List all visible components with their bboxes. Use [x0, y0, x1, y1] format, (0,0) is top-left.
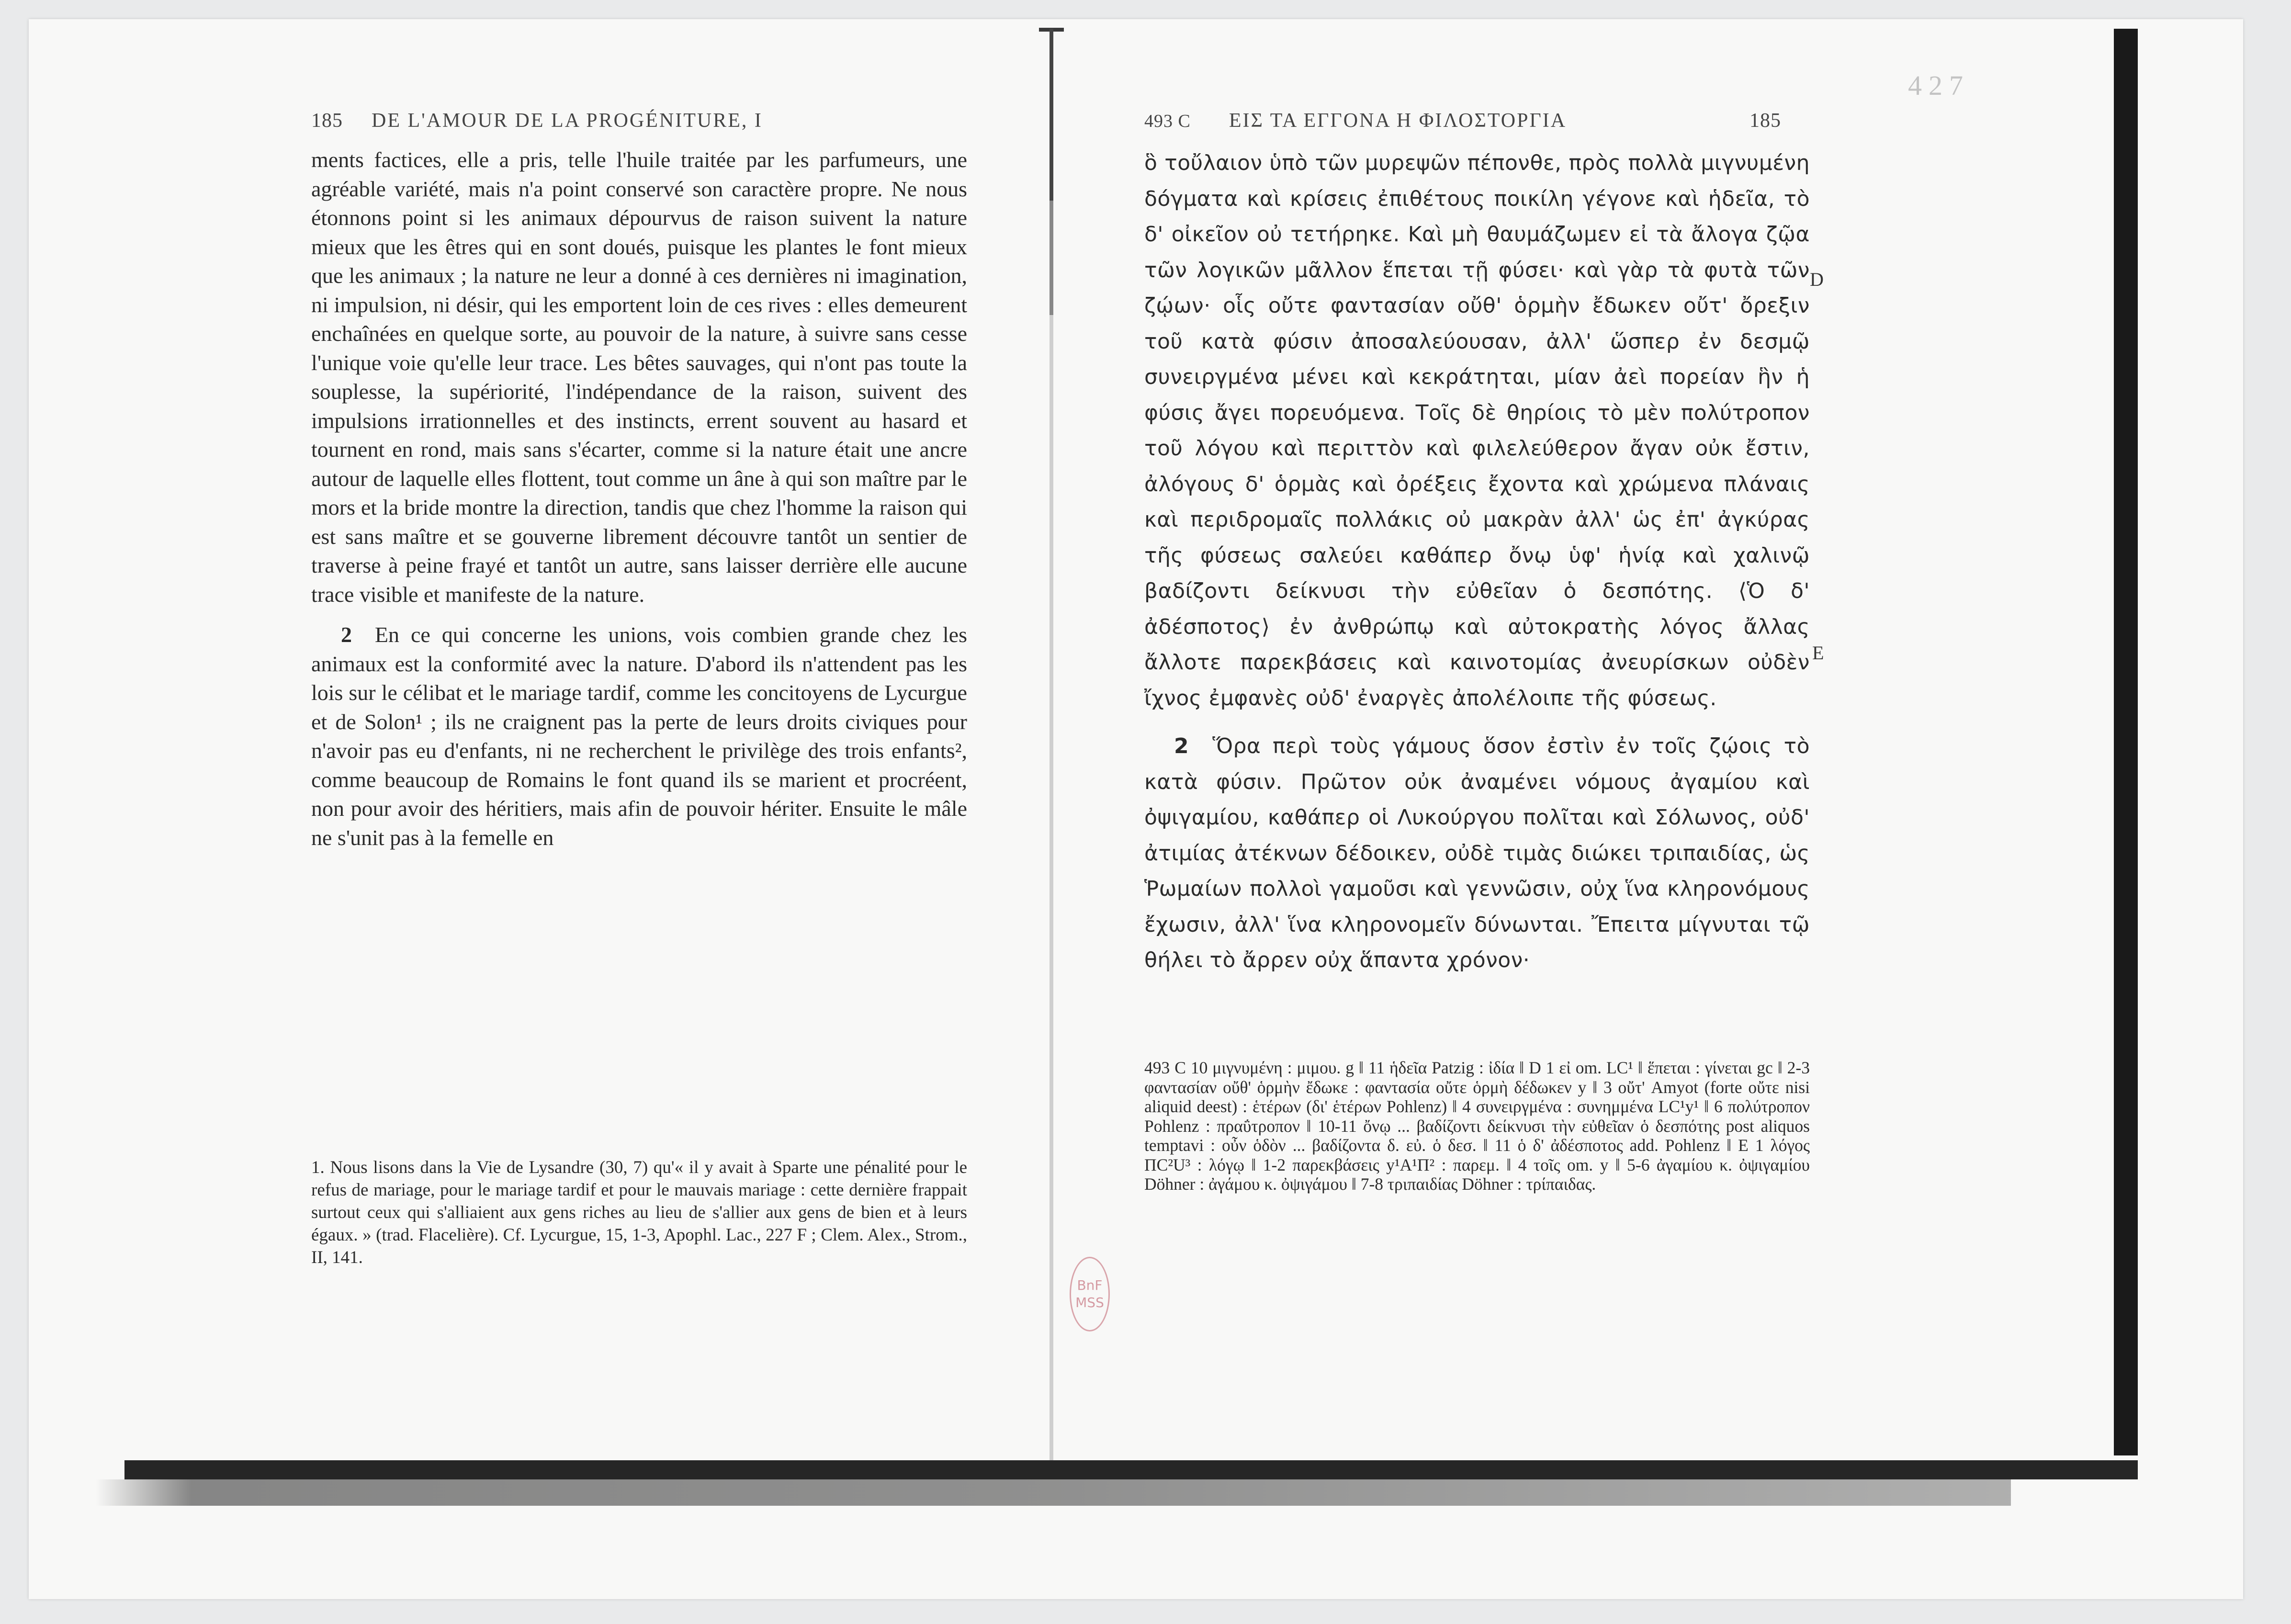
left-page-number: 185 [311, 110, 343, 132]
right-running-title: ΕΙΣ ΤΑ ΕΓΓΟΝΑ Η ΦΙΛΟΣΤΟΡΓΙΑ [1229, 110, 1567, 132]
right-section-number: 2 [1174, 734, 1189, 758]
right-paragraph-2 [1144, 729, 1810, 979]
left-page [311, 109, 967, 852]
critical-apparatus: 493 C 10 μιγνυμένη : μιμου. g ‖ 11 ἡδεῖα Patzig : ἰδία ‖ D 1 εἰ om. LC¹ ‖ ἕπεται : γίνεται gc ‖ 2-3 φαντασίαν οὔθ' ὁρμὴν ἔδωκε : φαντασία οὔτε ὁρμὴ δέδωκεν y ‖ 3 οὔτ' Amyot (forte οὔτε nisi aliquid deest) : ἑτέρων (δι' ἑτέρων Pohlenz) ‖ 4 συνειργμένα : συνημμένα LC¹y¹ ‖ 6 πολύτροπον Pohlenz : πραΰτροπον ‖ 10-11 ὄνῳ ... βαδίζοντι δείκνυσι τὴν εὐθεῖαν ὁ δεσπότης post aliquos temptavi : οὖν ὁδὸν ... βαδίζοντα δ. εὐ. ὁ δεσ. ‖ 11 ὁ δ' ἀδέσποτος add. Pohlenz ‖ E 1 λόγος ΠC²U³ : λόγῳ ‖ 1-2 παρεκβάσεις y¹A¹Π² : παρεμ. ‖ 4 τοῖς om. y ‖ 5-6 ἀγαμίου κ. ὀψιγαμίου Döhner : ἀγάμου κ. ὀψιγάμου ‖ 7-8 τριπαιδίας Döhner : τρίπαιδας. [1144, 1058, 1810, 1194]
margin-letter-d: D [1810, 269, 1824, 290]
right-page [1144, 109, 1810, 979]
left-running-title: DE L'AMOUR DE LA PROGÉNITURE, I [372, 110, 763, 132]
page-edge-right [2114, 29, 2138, 1455]
left-paragraph-1: ments factices, elle a pris, telle l'huile traitée par les parfumeurs, une agréable variété, mais n'a point conservé son caractère propre. Ne nous étonnons point si les animaux dépourvus de raison suivent la nature mieux que les êtres qui en sont doués, puisque les plantes le font mieux que les animaux ; la nature ne leur a donné à ces dernières ni imagination, ni impulsion, ni désir, qui les emportent loin de ces rives : elles demeurent enchaînées en quelque sorte, au pouvoir de la nature, à suivre sans cesse l'unique voie qu'elle leur trace. Les bêtes sauvages, qui n'ont pas toute la souplesse, la supériorité, l'indépendance de la raison, suivent des impulsions irrationnelles et des instincts, errent souvent au hasard et tournent en rond, mais sans s'écarter, comme si la nature était une ancre autour de laquelle elles flottent, tout comme un âne à qui son maître par le mors et la bride montre la direction, tandis que chez l'homme la raison qui est sans maître et se gouverne librement découvre tantôt un sentier de traverse à peine frayé et tantôt un autre, sans laisser derrière elle aucune trace visible et manifeste de la nature. [311, 147, 967, 607]
book-spine [1050, 29, 1053, 1460]
page-edge-bottom [124, 1460, 2138, 1479]
library-stamp [1070, 1257, 1110, 1331]
left-paragraph-2 [311, 620, 967, 852]
margin-letter-e: E [1812, 642, 1824, 664]
right-running-head [1144, 109, 1810, 132]
right-section-reference: 493 C [1144, 111, 1191, 131]
scan-shadow [96, 1479, 2011, 1506]
left-running-head [311, 109, 967, 132]
stamp-text: BnF MSS [1075, 1277, 1104, 1310]
greek-text [1144, 146, 1810, 979]
right-page-number: 185 [1749, 110, 1781, 132]
archive-folio-number: 427 [1908, 70, 1970, 101]
left-section-number: 2 [341, 622, 352, 647]
right-paragraph-1: ὃ τοὔλαιον ὑπὸ τῶν μυρεψῶν πέπονθε, πρὸς πολλὰ μιγνυμένη δόγματα καὶ κρίσεις ἐπιθέτους ποικίλη γέγονε καὶ ἡδεῖα, τὸ δ' οἰκεῖον οὐ τετήρηκε. Καὶ μὴ θαυμάζωμεν εἰ τὰ ἄλογα ζῷα τῶν λογικῶν μᾶλλον ἕπεται τῇ φύσει· καὶ γὰρ τὰ φυτὰ τῶν ζῴων· οἷς οὔτε φαντασίαν οὔθ' ὁρμὴν ἔδωκεν οὔτ' ὄρεξιν τοῦ κατὰ φύσιν ἀποσαλεύουσαν, ἀλλ' ὥσπερ ἐν δεσμῷ συνειργμένα μένει καὶ κεκράτηται, μίαν ἀεὶ πορείαν ἣν ἡ φύσις ἄγει πορευόμενα. Τοῖς δὲ θηρίοις τὸ μὲν πολύτροπον τοῦ λόγου καὶ περιττὸν καὶ φιλελεύθερον ἄγαν οὐκ ἔστιν, ἀλόγους δ' ὁρμὰς καὶ ὀρέξεις ἔχοντα καὶ χρώμενα πλάναις καὶ περιδρομαῖς πολλάκις οὐ μακρὰν ἀλλ' ὡς ἐπ' ἀγκύρας τῆς φύσεως σαλεύει καθάπερ ὄνῳ ὑφ' ἡνίᾳ καὶ χαλινῷ βαδίζοντι δείκνυσι τὴν εὐθεῖαν ὁ δεσπότης. ⟨Ὁ δ' ἀδέσποτος⟩ ἐν ἀνθρώπῳ καὶ αὐτοκρατὴς λόγος ἄλλας ἄλλοτε παρεκβάσεις καὶ καινοτομίας ἀνευρίσκων οὐδὲν ἴχνος ἐμφανὲς οὐδ' ἐναργὲς ἀπολέλοιπε τῆς φύσεως. [1144, 151, 1810, 710]
right-paragraph-2-text: Ὅρα περὶ τοὺς γάμους ὅσον ἐστὶν ἐν τοῖς ζῴοις τὸ κατὰ φύσιν. Πρῶτον οὐκ ἀναμένει νόμους ἀγαμίου καὶ ὀψιγαμίου, καθάπερ οἱ Λυκούργου πολῖται καὶ Σόλωνος, οὐδ' ἀτιμίας ἀτέκνων δέδοικεν, οὐδὲ τιμὰς διώκει τριπαιδίας, ὡς Ῥωμαίων πολλοὶ γαμοῦσι καὶ γεννῶσιν, οὐχ ἵνα κληρονόμους ἔχωσιν, ἀλλ' ἵνα κληρονομεῖν δύνωνται. Ἔπειτα μίγνυται τῷ θήλει τὸ ἄρρεν οὐχ ἅπαντα χρόνον· [1144, 734, 1810, 972]
left-paragraph-2-text: En ce qui concerne les unions, vois combien grande chez les animaux est la conformité avec la nature. D'abord ils n'attendent pas les lois sur le célibat et le mariage tardif, comme les concitoyens de Lycurgue et de Solon¹ ; ils ne craignent pas la perte de leurs droits civiques pour n'avoir pas eu d'enfants, ni ne recherchent le privilège des trois enfants², comme beaucoup de Romains le font quand ils se marient et procréent, non pour avoir des héritiers, mais afin de pouvoir hériter. Ensuite le mâle ne s'unit pas à la femelle en [311, 622, 967, 850]
left-footnote: 1. Nous lisons dans la Vie de Lysandre (30, 7) qu'« il y avait à Sparte une pénalité pour le refus de mariage, pour le mariage tardif et pour le mauvais mariage : cette dernière frappait surtout ceux qui s'alliaient aux gens riches au lieu de s'allier aux gens de bien et à leurs égaux. » (trad. Flacelière). Cf. Lycurgue, 15, 1-3, Apophl. Lac., 227 F ; Clem. Alex., Strom., II, 141. [311, 1158, 967, 1267]
